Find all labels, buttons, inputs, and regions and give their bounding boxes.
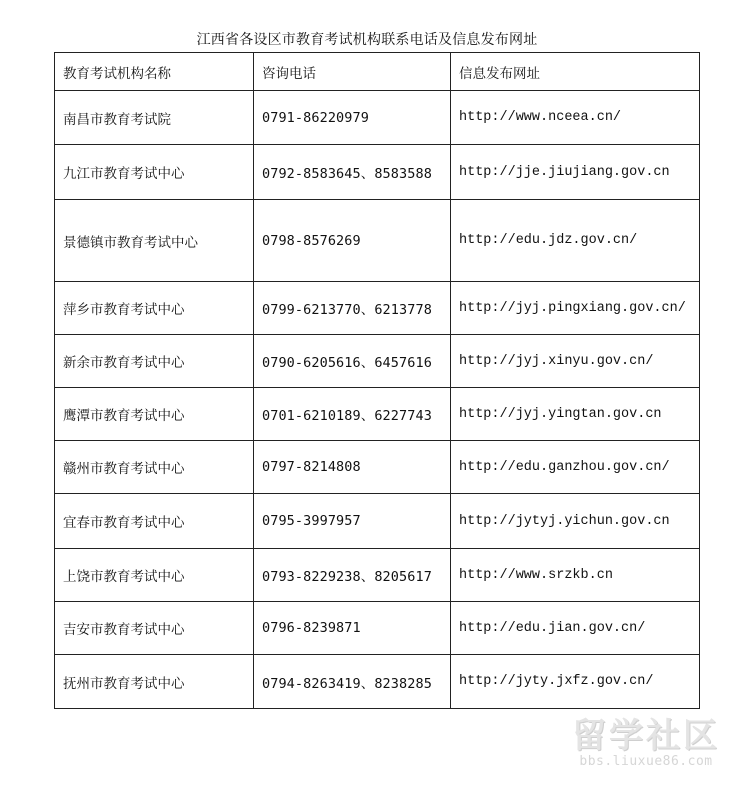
website-cell: http://jytyj.yichun.gov.cn: [451, 494, 700, 549]
table-row: [55, 549, 700, 602]
phone-cell: 0795-3997957: [254, 494, 451, 549]
phone-cell: 0791-86220979: [254, 91, 451, 145]
website-cell: http://edu.jdz.gov.cn/: [451, 200, 700, 282]
institution-name-cell: 九江市教育考试中心: [55, 145, 254, 200]
website-cell: http://www.srzkb.cn: [451, 549, 700, 602]
phone-cell: 0793-8229238、8205617: [254, 549, 451, 602]
website-cell: http://edu.ganzhou.gov.cn/: [451, 441, 700, 494]
website-cell: http://jyj.yingtan.gov.cn: [451, 388, 700, 441]
phone-cell: 0797-8214808: [254, 441, 451, 494]
institution-name-cell: 上饶市教育考试中心: [55, 549, 254, 602]
institution-name-cell: 抚州市教育考试中心: [55, 655, 254, 709]
institution-name-cell: 鹰潭市教育考试中心: [55, 388, 254, 441]
phone-cell: 0790-6205616、6457616: [254, 335, 451, 388]
website-cell: http://jyty.jxfz.gov.cn/: [451, 655, 700, 709]
table-row: [55, 335, 700, 388]
header-institution-name: 教育考试机构名称: [55, 53, 254, 91]
phone-cell: 0799-6213770、6213778: [254, 282, 451, 335]
institution-name-cell: 景德镇市教育考试中心: [55, 200, 254, 282]
watermark-logo: 留学社区: [572, 716, 720, 756]
header-phone: 咨询电话: [254, 53, 451, 91]
phone-cell: 0796-8239871: [254, 602, 451, 655]
table-row: [55, 200, 700, 282]
table-row: [55, 655, 700, 709]
table-row: [55, 91, 700, 145]
document-title: 江西省各设区市教育考试机构联系电话及信息发布网址: [196, 32, 538, 48]
table-row: [55, 282, 700, 335]
institution-name-cell: 吉安市教育考试中心: [55, 602, 254, 655]
table-row: [55, 494, 700, 549]
header-website: 信息发布网址: [451, 53, 700, 91]
institution-name-cell: 南昌市教育考试院: [55, 91, 254, 145]
website-cell: http://www.nceea.cn/: [451, 91, 700, 145]
institution-name-cell: 新余市教育考试中心: [55, 335, 254, 388]
site-watermark: [572, 716, 720, 769]
contacts-table: [54, 52, 700, 709]
phone-cell: 0794-8263419、8238285: [254, 655, 451, 709]
table-row: [55, 441, 700, 494]
institution-name-cell: 宜春市教育考试中心: [55, 494, 254, 549]
phone-cell: 0792-8583645、8583588: [254, 145, 451, 200]
website-cell: http://jyj.xinyu.gov.cn/: [451, 335, 700, 388]
institution-name-cell: 赣州市教育考试中心: [55, 441, 254, 494]
table-header-row: [55, 53, 700, 91]
website-cell: http://jje.jiujiang.gov.cn: [451, 145, 700, 200]
table-row: [55, 388, 700, 441]
phone-cell: 0798-8576269: [254, 200, 451, 282]
institution-name-cell: 萍乡市教育考试中心: [55, 282, 254, 335]
table-row: [55, 145, 700, 200]
website-cell: http://jyj.pingxiang.gov.cn/: [451, 282, 700, 335]
table-row: [55, 602, 700, 655]
website-cell: http://edu.jian.gov.cn/: [451, 602, 700, 655]
phone-cell: 0701-6210189、6227743: [254, 388, 451, 441]
watermark-url: bbs.liuxue86.com: [579, 754, 713, 769]
